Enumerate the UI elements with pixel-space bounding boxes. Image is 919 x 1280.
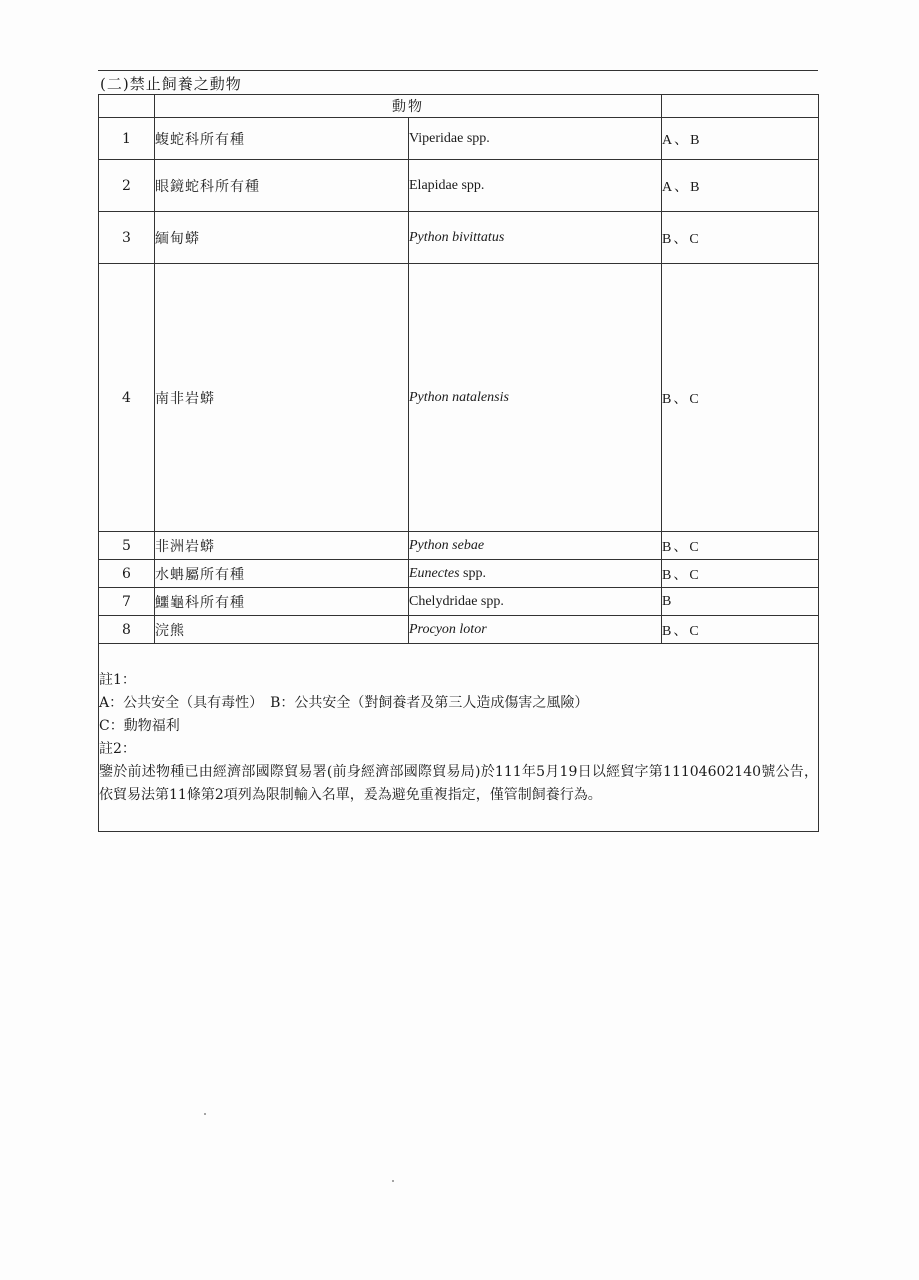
table-row	[99, 160, 819, 212]
note1-a-b: A：公共安全（具有毒性） B：公共安全（對飼養者及第三人造成傷害之風險）	[99, 694, 589, 711]
row-number: 8	[99, 616, 155, 644]
scientific-name-italic: Python natalensis	[409, 389, 509, 405]
row-number: 3	[99, 212, 155, 264]
row-number: 7	[99, 588, 155, 616]
scientific-name	[409, 616, 662, 644]
scientific-name-rest: spp.	[459, 565, 486, 581]
category: B、C	[662, 212, 819, 264]
header-blank-cell	[662, 95, 819, 118]
chinese-name: 非洲岩蟒	[155, 532, 409, 560]
scientific-name-italic: Eunectes	[409, 565, 460, 581]
chinese-name: 緬甸蟒	[155, 212, 409, 264]
table-row	[99, 532, 819, 560]
table-row	[99, 118, 819, 160]
note1-title: 註1：	[99, 671, 136, 688]
scientific-name-italic: Python bivittatus	[409, 229, 505, 245]
scientific-name	[409, 532, 662, 560]
scientific-name-italic: Python sebae	[409, 537, 485, 553]
category: B、C	[662, 560, 819, 588]
scientific-name	[409, 560, 662, 588]
table-header-row	[99, 95, 819, 118]
scientific-name	[409, 118, 662, 160]
chinese-name: 鱷龜科所有種	[155, 588, 409, 616]
note2-title: 註2：	[99, 740, 136, 757]
category: A、B	[662, 118, 819, 160]
chinese-name: 眼鏡蛇科所有種	[155, 160, 409, 212]
category: A、B	[662, 160, 819, 212]
notes-cell	[99, 644, 819, 832]
category: B、C	[662, 264, 819, 532]
row-number: 2	[99, 160, 155, 212]
scientific-name	[409, 264, 662, 532]
table-row	[99, 560, 819, 588]
scan-speck	[392, 1180, 394, 1182]
scientific-name-text: Elapidae spp.	[409, 177, 485, 193]
note1-c: C：動物福利	[99, 717, 180, 734]
table-row	[99, 588, 819, 616]
notes-row	[99, 644, 819, 832]
scan-speck	[204, 1113, 206, 1115]
table-row	[99, 616, 819, 644]
row-number: 6	[99, 560, 155, 588]
scientific-name-text: Viperidae spp.	[409, 130, 490, 146]
row-number: 5	[99, 532, 155, 560]
scientific-name-italic: Procyon lotor	[409, 621, 487, 637]
prohibited-animals-table	[98, 94, 819, 832]
table-row	[99, 212, 819, 264]
note2-text: 鑒於前述物種已由經濟部國際貿易署(前身經濟部國際貿易局)於111年5月19日以經貿字第11104602140號公告，依貿易法第11條第2項列為限制輸入名單，爰為避免重複指定，僅管制飼養行為。	[99, 763, 818, 803]
chinese-name: 南非岩蟒	[155, 264, 409, 532]
row-number: 4	[99, 264, 155, 532]
scientific-name	[409, 160, 662, 212]
chinese-name: 蝮蛇科所有種	[155, 118, 409, 160]
chinese-name: 水蚺屬所有種	[155, 560, 409, 588]
top-rule	[98, 70, 818, 71]
scientific-name-text: Chelydridae spp.	[409, 593, 504, 609]
category: B、C	[662, 616, 819, 644]
chinese-name: 浣熊	[155, 616, 409, 644]
category: B、C	[662, 532, 819, 560]
category: B	[662, 588, 819, 616]
table-row	[99, 264, 819, 532]
scientific-name	[409, 588, 662, 616]
row-number: 1	[99, 118, 155, 160]
header-blank-cell	[99, 95, 155, 118]
header-animal: 動物	[155, 95, 662, 118]
scientific-name	[409, 212, 662, 264]
section-title: (二)禁止飼養之動物	[100, 75, 242, 93]
